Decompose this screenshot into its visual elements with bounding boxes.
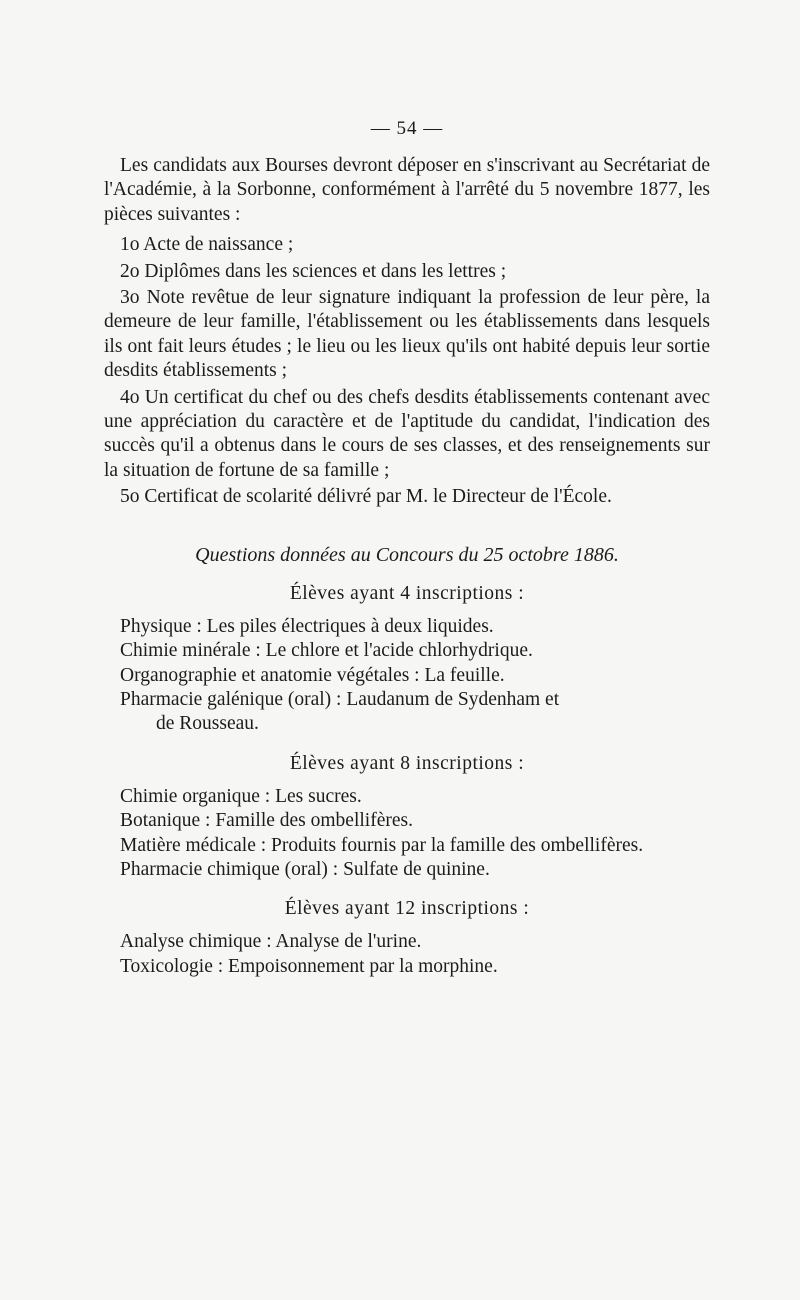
question-line: Toxicologie : Empoisonnement par la morphine. [120, 955, 498, 977]
group-8-inscriptions [104, 753, 710, 883]
question-line-continuation: de Rousseau. [156, 713, 259, 735]
group-heading: Élèves ayant 4 inscriptions : [289, 582, 525, 604]
question-line: Chimie minérale : Le chlore et l'acide chlorhydrique. [120, 640, 533, 662]
question-line: Pharmacie galénique (oral) : Laudanum de Sydenham et [120, 688, 560, 710]
group-12-inscriptions [104, 898, 710, 979]
question-line: Organographie et anatomie végétales : La feuille. [120, 664, 505, 686]
document-item-2: 2o Diplômes dans les sciences et dans les lettres ; [120, 260, 507, 282]
section-title: Questions données au Concours du 25 octobre 1886. [195, 543, 619, 566]
question-line: Analyse chimique : Analyse de l'urine. [120, 931, 422, 953]
document-item-4: 4o Un certificat du chef ou des chefs desdits établissements contenant avec une appréciation du caractère et de l'aptitude du candidat, l'indication des succès qu'il a obtenus dans le cours de ses classes, et des renseignements sur la situation de fortune de sa famille ; [104, 386, 710, 481]
document-item-3: 3o Note revêtue de leur signature indiquant la profession de leur père, la demeure de leur famille, l'établissement ou les établissements dans lesquels ils ont fait leurs études ; le lieu ou les lieux qu'ils ont habité depuis leur sortie desdits établissements ; [104, 287, 710, 382]
document-item-1: 1o Acte de naissance ; [120, 234, 294, 256]
question-line: Botanique : Famille des ombellifères. [120, 810, 413, 832]
group-heading: Élèves ayant 12 inscriptions : [284, 898, 530, 920]
group-heading: Élèves ayant 8 inscriptions : [289, 752, 525, 774]
question-line-wrapped: Matière médicale : Produits fournis par la famille des ombellifères. [120, 834, 644, 856]
question-line: Pharmacie chimique (oral) : Sulfate de quinine. [120, 858, 490, 880]
group-4-inscriptions [104, 583, 710, 737]
page-number: — 54 — [370, 118, 444, 139]
document-item-5: 5o Certificat de scolarité délivré par M. le Directeur de l'École. [120, 486, 612, 508]
question-line: Chimie organique : Les sucres. [120, 785, 362, 807]
question-line: Physique : Les piles électriques à deux liquides. [120, 615, 494, 637]
intro-paragraph: Les candidats aux Bourses devront déposer en s'inscrivant au Secrétariat de l'Académie, à la Sorbonne, conformément à l'arrêté du 5 novembre 1877, les pièces suivantes : [104, 155, 710, 225]
